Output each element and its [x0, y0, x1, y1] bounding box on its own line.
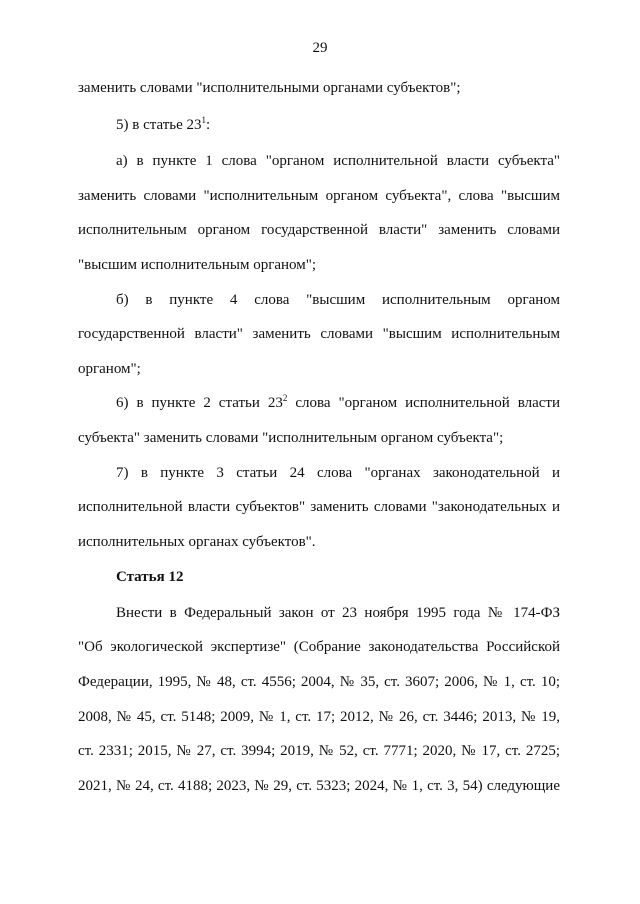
page-number: 29	[312, 40, 328, 56]
text-line: Федерации, 1995, № 48, ст. 4556; 2004, № 35, ст. 3607; 2006, № 1, ст. 10;	[78, 674, 560, 690]
text-line: "высшим исполнительным органом";	[78, 257, 317, 273]
text-line: Внести в Федеральный закон от 23 ноября 1995 года № 174-ФЗ	[116, 605, 560, 621]
text-line: субъекта" заменить словами "исполнительным органом субъекта";	[78, 430, 504, 446]
text-line: б) в пункте 4 слова "высшим исполнительным органом	[116, 292, 560, 308]
text-line: заменить словами "исполнительными органами субъектов";	[78, 80, 461, 96]
text-line: заменить словами "исполнительным органом субъекта", слова "высшим	[78, 188, 560, 204]
text-line: исполнительной власти субъектов" заменить словами "законодательных и	[78, 499, 560, 515]
text-line: 7) в пункте 3 статьи 24 слова "органах законодательной и	[116, 465, 560, 481]
text-line: органом";	[78, 361, 141, 377]
article-heading: Статья 12	[116, 569, 184, 585]
text-line: 5) в статье $23^1$:	[116, 115, 211, 133]
text-line: 2008, № 45, ст. 5148; 2009, № 1, ст. 17; 2012, № 26, ст. 3446; 2013, № 19,	[78, 709, 560, 725]
text-line: а) в пункте 1 слова "органом исполнительной власти субъекта"	[116, 153, 560, 169]
text-line: 6) в пункте 2 статьи $23^2$ слова "органом исполнительной власти	[116, 393, 560, 411]
text-line: 2021, № 24, ст. 4188; 2023, № 29, ст. 5323; 2024, № 1, ст. 3, 54) следующие	[78, 778, 560, 794]
text-line: ст. 2331; 2015, № 27, ст. 3994; 2019, № 52, ст. 7771; 2020, № 17, ст. 2725;	[78, 743, 560, 759]
text-line: исполнительным органом государственной власти" заменить словами	[78, 222, 560, 238]
text-line: государственной власти" заменить словами "высшим исполнительным	[78, 326, 560, 342]
superscript: 2	[282, 393, 288, 403]
text-line: "Об экологической экспертизе" (Собрание законодательства Российской	[78, 639, 560, 655]
superscript: 1	[201, 115, 207, 125]
text-line: исполнительных органах субъектов".	[78, 534, 316, 550]
